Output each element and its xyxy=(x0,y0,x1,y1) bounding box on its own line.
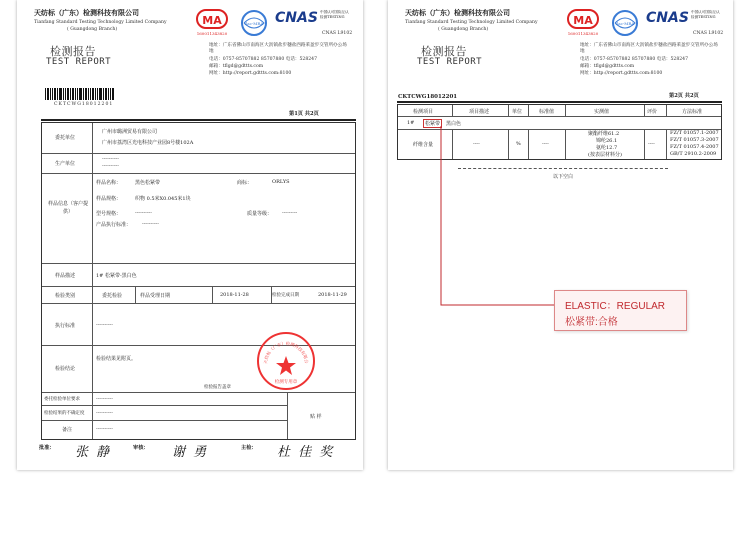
sample-desc-value: 1# 松紧带-黑白色 xyxy=(96,273,137,279)
uncertainty-value: ---------- xyxy=(96,410,113,416)
producer-value-2: ---------- xyxy=(102,163,119,169)
org-name-en: Tianfang Standard Testing Technology Limited Company xyxy=(405,20,538,25)
model-value: ---------- xyxy=(135,210,152,216)
annotation-callout xyxy=(554,290,687,331)
sample-desc-label: 样品描述 xyxy=(55,273,76,279)
fiber-eval: ---- xyxy=(648,141,655,147)
conclusion-label: 检验结论 xyxy=(55,366,76,372)
note-label: 备注 xyxy=(62,427,73,433)
email: 邮箱：tflgd@gdttts.com xyxy=(580,64,635,69)
col-header-eval: 评价 xyxy=(647,109,658,115)
fiber-standard: ---- xyxy=(542,141,549,147)
finish-label: 检验完成日期 xyxy=(272,293,299,298)
website: 网址：http://report.gdttts.com:8100 xyxy=(580,71,663,76)
org-name-en: Tianfang Standard Testing Technology Limited Company xyxy=(34,20,167,25)
producer-value: ---------- xyxy=(102,156,119,162)
sample-name-label: 样品名称： xyxy=(96,180,122,186)
col-header-method: 方法标准 xyxy=(682,109,703,115)
conclusion-value: 检验结果见附页。 xyxy=(96,356,137,362)
sample-name-value: 黑色松紧带 xyxy=(135,180,161,186)
receive-label: 样品受理日期 xyxy=(140,293,171,299)
measured-nylon: 锦纶26.1 xyxy=(596,138,618,144)
blank-below-label: 以下空白 xyxy=(553,174,574,180)
measured-note: (按表层材料分) xyxy=(588,152,622,158)
page-number: 第1页 共2页 xyxy=(289,111,319,117)
report-number: CKTCWG18012201 xyxy=(54,102,114,107)
execute-value: ---------- xyxy=(96,322,113,328)
cnas-number: CNAS L9102 xyxy=(693,31,724,36)
client-address: 广州市荔湾区光电科技产业园8号楼102A xyxy=(102,140,194,146)
audit-signature: 谢 勇 xyxy=(172,445,209,460)
report-number: CKTCWG18012201 xyxy=(398,94,458,100)
col-header-desc: 项目描述 xyxy=(469,109,490,115)
col-header-item: 检测项目 xyxy=(413,109,434,115)
svg-text:天纺标（广东）检测科技有限公司: 天纺标（广东）检测科技有限公 xyxy=(262,340,310,365)
model-label: 型号规格： xyxy=(96,211,122,217)
website: 网址：http://report.gdttts.com:8100 xyxy=(209,71,292,76)
col-header-measured: 实测值 xyxy=(594,109,610,115)
spec-value: 织物 0.5米X0.045米1块 xyxy=(135,196,191,202)
main-inspector-signature: 杜 佳 奖 xyxy=(277,445,335,460)
phone: 电话：0757-85707882 85707880 电话：528247 xyxy=(580,57,689,62)
method-1: FZ/T 01057.1-2007 xyxy=(670,130,719,136)
svg-text:ilac-MRA: ilac-MRA xyxy=(615,21,635,26)
category-value: 委托检验 xyxy=(102,293,123,299)
report-title-cn: 检测报告 xyxy=(421,45,467,58)
svg-text:160011343820: 160011343820 xyxy=(196,31,228,36)
grade-value: --------- xyxy=(282,210,298,216)
svg-text:MA: MA xyxy=(202,14,222,27)
callout-line-2: 松紧带:合格 xyxy=(565,317,618,328)
phone: 电话：0757-85707882 85707880 电话：528247 xyxy=(209,57,318,62)
report-title-cn: 检测报告 xyxy=(50,45,96,58)
sample-no: 1# xyxy=(407,120,415,126)
sample-color: 黑白色 xyxy=(446,121,462,127)
svg-text:ilac-MRA: ilac-MRA xyxy=(244,21,264,26)
execute-label: 执行标准 xyxy=(55,323,76,329)
cnas-side-text: 中国认可国际互认检测TESTING xyxy=(691,10,720,19)
fiber-desc: ---- xyxy=(473,141,480,147)
receive-date: 2018-11-28 xyxy=(220,292,249,298)
sample-info-label: 样品信息（客户提供） xyxy=(47,201,88,215)
standard-value: ---------- xyxy=(142,221,159,227)
report-title-en: TEST REPORT xyxy=(46,57,112,67)
col-header-unit: 单位 xyxy=(512,109,523,115)
request-value: ---------- xyxy=(96,396,113,402)
note-value: ---------- xyxy=(96,426,113,432)
method-2: FZ/T 01057.3-2007 xyxy=(670,137,719,143)
brand-value: ORLYS xyxy=(272,179,290,185)
email: 邮箱：tflgd@gdttts.com xyxy=(209,64,264,69)
fiber-content-label: 纤维含量 xyxy=(413,142,434,148)
uncertainty-label: 检验结果的不确定度 xyxy=(44,411,85,416)
client-label: 委托单位 xyxy=(55,135,76,141)
approve-signature: 张 静 xyxy=(75,445,112,460)
approve-label: 批准： xyxy=(39,445,55,451)
col-header-standard: 标准值 xyxy=(539,109,555,115)
sample-name-highlight[interactable]: 松紧带 xyxy=(425,121,441,127)
grade-label: 质量等级： xyxy=(247,211,273,217)
fiber-unit: % xyxy=(516,141,521,147)
standard-label: 产品执行标准： xyxy=(96,222,132,228)
request-label: 委托检验单位要求 xyxy=(44,397,80,402)
measured-polyester: 聚酯纤维61.2 xyxy=(588,131,620,137)
report-date-label: 检验报告盖章 xyxy=(204,385,231,390)
producer-label: 生产单位 xyxy=(55,161,76,167)
address: 地址：广东省佛山市南海区大沥镇盐步穗盐西路莱盈步交管所办公场地 xyxy=(209,43,347,54)
sample-attach-label: 贴 样 xyxy=(310,414,322,420)
svg-text:160011343820: 160011343820 xyxy=(567,31,599,36)
audit-label: 审核： xyxy=(133,445,149,451)
report-title-en: TEST REPORT xyxy=(417,57,483,67)
cnas-logo: CNAS xyxy=(646,10,689,26)
cnas-side-text: 中国认可国际互认检测TESTING xyxy=(320,10,349,19)
category-label: 检验类别 xyxy=(55,293,76,299)
method-3: FZ/T 01057.4-2007 xyxy=(670,144,719,150)
cnas-number: CNAS L9102 xyxy=(322,31,353,36)
address: 地址：广东省佛山市南海区大沥镇盐步穗盐西路莱盈步交管所办公场地 xyxy=(580,43,718,54)
org-branch: ( Guangdong Branch) xyxy=(67,27,118,32)
method-4: GB/T 2910.2-2009 xyxy=(670,151,717,157)
callout-line-1: ELASTIC：REGULAR xyxy=(565,301,666,312)
finish-date: 2018-11-29 xyxy=(318,292,347,298)
main-inspector-label: 主检： xyxy=(241,445,257,451)
svg-text:检测专用章: 检测专用章 xyxy=(274,380,298,385)
svg-text:MA: MA xyxy=(573,14,593,27)
page-number: 第2页 共2页 xyxy=(669,93,699,99)
measured-spandex: 氨纶12.7 xyxy=(596,145,618,151)
brand-label: 商标： xyxy=(237,180,253,186)
spec-label: 样品规格： xyxy=(96,196,122,202)
cnas-logo: CNAS xyxy=(275,10,318,26)
client-value: 广州市璐洲贸易有限公司 xyxy=(102,129,158,135)
org-branch: ( Guangdong Branch) xyxy=(438,27,489,32)
org-name-cn: 天纺标（广东）检测科技有限公司 xyxy=(405,8,510,17)
org-name-cn: 天纺标（广东）检测科技有限公司 xyxy=(34,8,139,17)
